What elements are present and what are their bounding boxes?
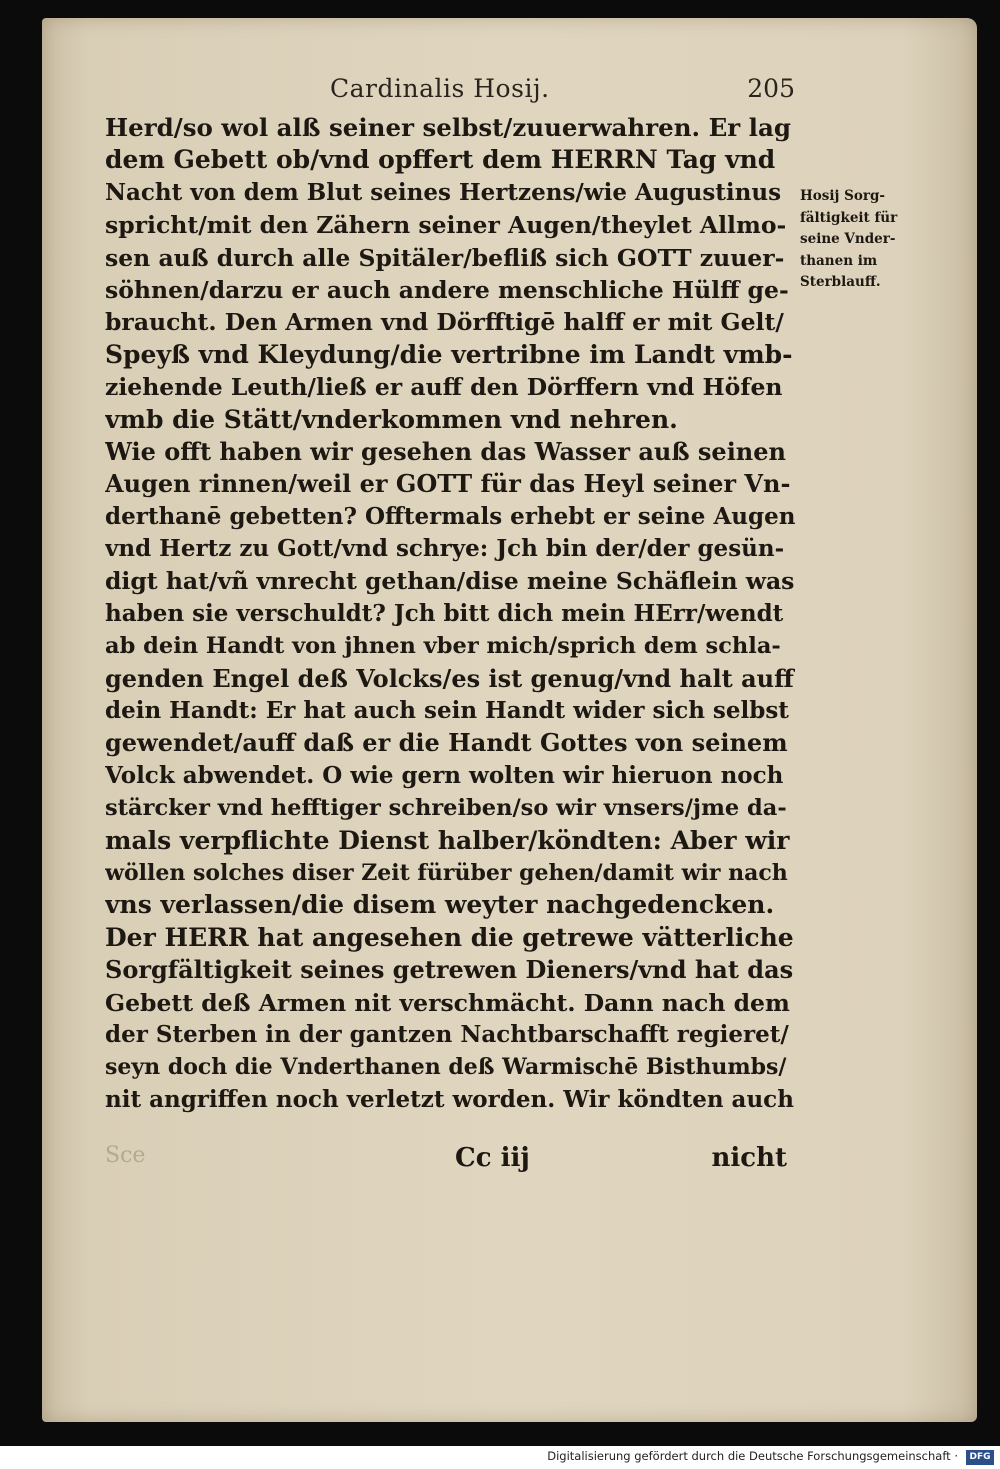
text-line: Wie offt haben wir gesehen das Wasser auß seinen	[105, 436, 786, 466]
text-line: braucht. Den Armen vnd Dörfftigē halff er mit Gelt/	[105, 308, 784, 337]
text-line: söhnen/darzu er auch andere menschliche Hülff ge-	[105, 275, 789, 304]
text-line: stärcker vnd hefftiger schreiben/so wir vnsers/jme da-	[105, 795, 787, 822]
catchword: nicht	[711, 1143, 787, 1173]
dfg-logo-icon: DFG	[966, 1450, 994, 1465]
running-title: Cardinalis Hosij.	[330, 74, 550, 103]
text-line: haben sie verschuldt? Jch bitt dich mein HErr/wendt	[105, 599, 784, 627]
text-line: Sorgfältigkeit seines getrewen Dieners/vnd hat das	[105, 955, 794, 985]
text-line: digt hat/vñ vnrecht gethan/dise meine Schäflein was	[105, 567, 795, 596]
credit-bar	[0, 1446, 1000, 1469]
text-line: Der HERR hat angesehen die getrewe vätterliche	[105, 922, 794, 952]
text-line: Gebett deß Armen nit verschmächt. Dann nach dem	[105, 988, 790, 1017]
text-line: Nacht von dem Blut seines Hertzens/wie Augustinus	[105, 178, 782, 206]
page-header	[80, 74, 795, 114]
funding-credit: Digitalisierung gefördert durch die Deutsche Forschungsgemeinschaft ·	[547, 1449, 958, 1463]
text-line: spricht/mit den Zähern seiner Augen/theylet Allmo-	[105, 211, 787, 240]
text-line: sen auß durch alle Spitäler/befliß sich GOTT zuuer-	[105, 243, 785, 272]
page-number: 205	[747, 74, 795, 103]
text-line: genden Engel deß Volcks/es ist genug/vnd halt auff	[105, 663, 794, 693]
text-line: ab dein Handt von jhnen vber mich/sprich dem schla-	[105, 633, 781, 660]
text-line: dem Gebett ob/vnd opffert dem HERRN Tag vnd	[105, 145, 776, 175]
text-line: mals verpflichte Dienst halber/köndten: Aber wir	[105, 825, 790, 855]
text-line: gewendet/auff daß er die Handt Gottes von seinem	[105, 728, 788, 758]
text-line: vns verlassen/die disem weyter nachgedencken.	[105, 890, 775, 920]
text-line: seyn doch die Vnderthanen deß Warmischē Bisthumbs/	[105, 1054, 787, 1081]
text-line: vmb die Stätt/vnderkommen vnd nehren.	[105, 404, 678, 434]
signature-mark: Cc iij	[455, 1143, 530, 1173]
margin-note-line: Sterblauff.	[800, 274, 881, 290]
margin-note-line: fältigkeit für	[800, 209, 898, 226]
text-line: nit angriffen noch verletzt worden. Wir köndten auch	[105, 1085, 794, 1113]
margin-note	[800, 186, 910, 294]
margin-note-line: thanen im	[800, 252, 878, 269]
margin-note-line: Hosij Sorg-	[800, 188, 885, 204]
text-line: derthanē gebetten? Offtermals erhebt er seine Augen	[105, 502, 795, 530]
text-line: Speyß vnd Kleydung/die vertribne im Landt vmb-	[105, 339, 793, 369]
text-line: vnd Hertz zu Gott/vnd schrye: Jch bin der/der gesün-	[105, 535, 785, 563]
page-footer	[105, 1143, 795, 1177]
ink-smudge: Sce	[105, 1143, 146, 1168]
text-line: ziehende Leuth/ließ er auff den Dörffern vnd Höfen	[105, 373, 783, 402]
text-line: Volck abwendet. O wie gern wolten wir hieruon noch	[105, 761, 784, 789]
text-line: wöllen solches diser Zeit fürüber gehen/damit wir nach	[105, 859, 788, 886]
main-text-block	[105, 112, 795, 1116]
text-line: Herd/so wol alß seiner selbst/zuuerwahren. Er lag	[105, 113, 791, 142]
margin-note-line: seine Vnder-	[800, 231, 896, 247]
text-line: der Sterben in der gantzen Nachtbarschafft regieret/	[105, 1020, 789, 1048]
text-line: dein Handt: Er hat auch sein Handt wider sich selbst	[105, 697, 789, 725]
text-line: Augen rinnen/weil er GOTT für das Heyl seiner Vn-	[105, 469, 791, 499]
